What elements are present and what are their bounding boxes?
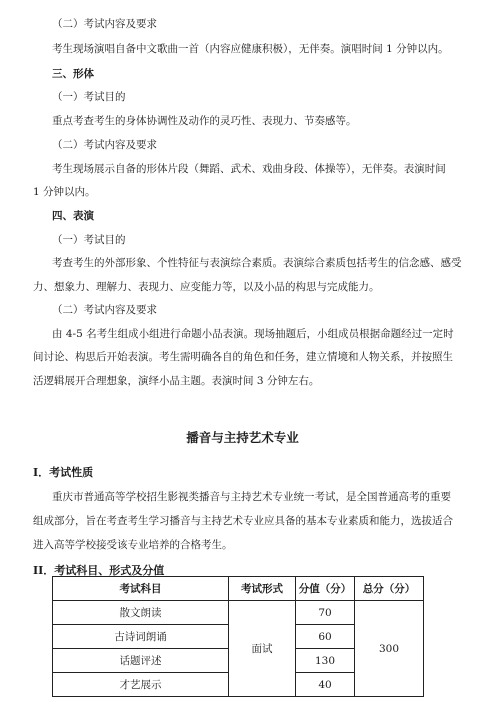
paragraph-text: 进入高等学校接受该专业培养的合格考生。 xyxy=(33,539,233,551)
subheading-content-requirements: （二）考试内容及要求 xyxy=(52,139,157,151)
score-cell: 60 xyxy=(296,625,355,649)
paragraph-text: 重点考查考生的身体协调性及动作的灵巧性、表现力、节奏感等。 xyxy=(52,115,357,127)
subject-cell: 才艺展示 xyxy=(53,673,229,697)
exam-subjects-table xyxy=(52,576,424,697)
paragraph-text: 考生现场展示自备的形体片段（舞蹈、武术、戏曲身段、体操等），无伴奏。表演时间 xyxy=(52,163,446,175)
paragraph-text: 重庆市普通高等学校招生影视类播音与主持艺术专业统一考试，是全国普通高考的重要 xyxy=(52,491,451,503)
score-cell: 130 xyxy=(296,649,355,673)
score-cell: 70 xyxy=(296,601,355,625)
table-header-cell: 考试科目 xyxy=(53,577,229,601)
subject-cell: 话题评述 xyxy=(53,649,229,673)
total-score-cell: 300 xyxy=(355,601,424,697)
paragraph-text: 1 分钟以内。 xyxy=(33,186,96,198)
table-header-row xyxy=(53,577,424,601)
section-heading-form: 三、形体 xyxy=(52,68,94,80)
table-header-cell: 总分（分） xyxy=(355,577,424,601)
table-header-cell: 考试形式 xyxy=(229,577,296,601)
subheading-exam-purpose: （一）考试目的 xyxy=(52,91,126,103)
subject-cell: 古诗词朗诵 xyxy=(53,625,229,649)
exam-form-cell: 面试 xyxy=(229,601,296,697)
paragraph-text: 力、想象力、理解力、表现力、应变能力等，以及小品的构思与完成能力。 xyxy=(33,281,380,293)
part-heading-subjects: II．考试科目、形式及分值 xyxy=(33,564,165,577)
subheading-content-requirements: （二）考试内容及要求 xyxy=(52,304,157,316)
paragraph-text: 间讨论、构思后开始表演。考生需明确各自的角色和任务，建立情境和人物关系，并按照生 xyxy=(33,351,453,363)
subheading-exam-purpose: （一）考试目的 xyxy=(52,234,126,246)
section-title: 播音与主持艺术专业 xyxy=(186,430,299,445)
table-header-cell: 分值（分） xyxy=(296,577,355,601)
subheading-content-requirements: （二）考试内容及要求 xyxy=(52,18,157,30)
paragraph-text: 组成部分，旨在考查考生学习播音与主持艺术专业应具备的基本专业素质和能力，选拔适合 xyxy=(33,515,453,527)
paragraph-text: 考查考生的外部形象、个性特征与表演综合素质。表演综合素质包括考生的信念感、感受 xyxy=(52,257,462,269)
table-row xyxy=(53,601,424,625)
section-heading-performance: 四、表演 xyxy=(52,210,94,222)
subject-cell: 散文朗读 xyxy=(53,601,229,625)
part-heading-exam-nature: I．考试性质 xyxy=(33,466,94,479)
paragraph-text: 活逻辑展开合理想象，演绎小品主题。表演时间 3 分钟左右。 xyxy=(33,375,320,387)
paragraph-text: 考生现场演唱自备中文歌曲一首（内容应健康积极），无伴奏。演唱时间 1 分钟以内。 xyxy=(52,43,449,55)
paragraph-text: 由 4-5 名考生组成小组进行命题小品表演。现场抽题后，小组成员根据命题经过一定时 xyxy=(52,328,454,340)
score-cell: 40 xyxy=(296,673,355,697)
